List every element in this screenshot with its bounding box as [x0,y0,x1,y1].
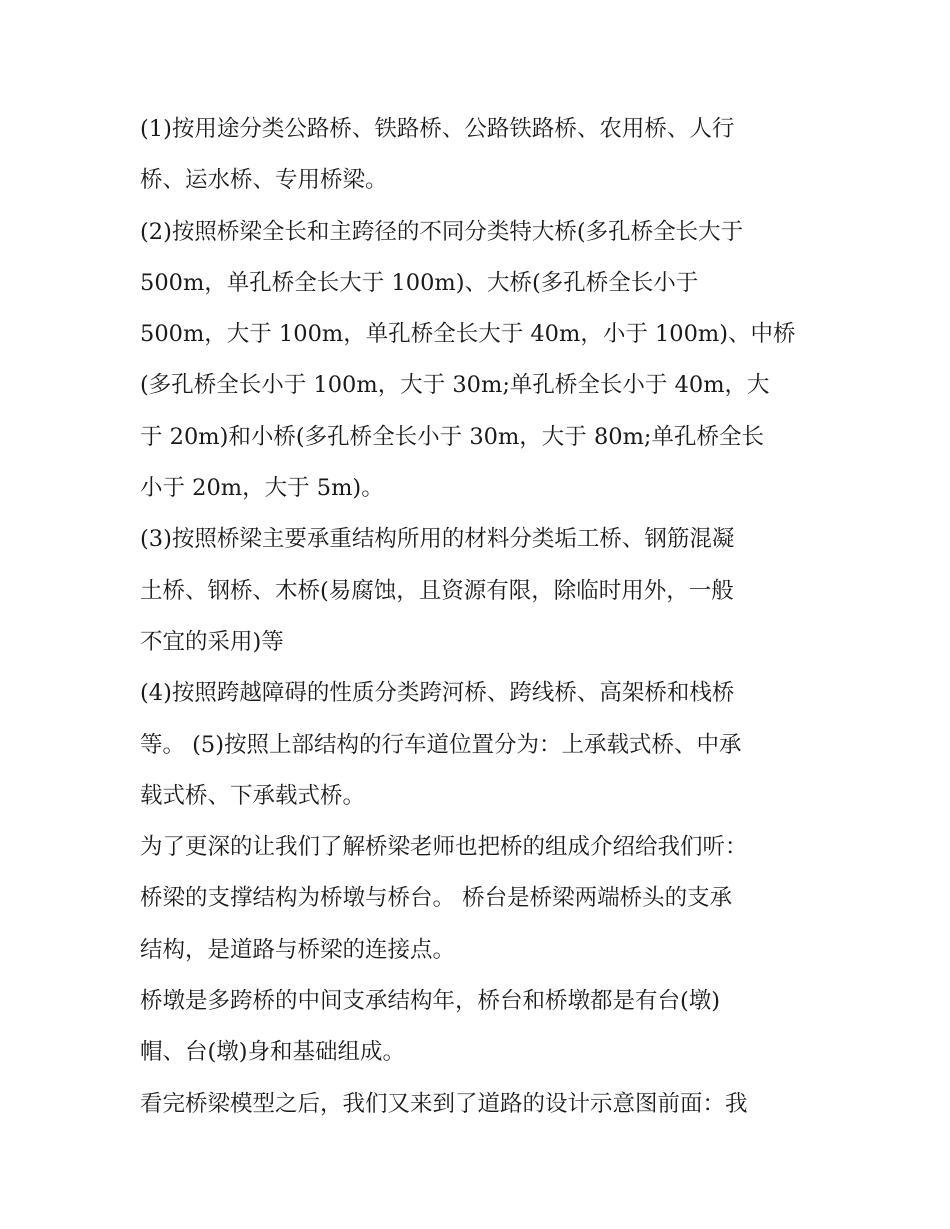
text-line: 土桥、钢桥、木桥(易腐蚀，且资源有限，除临时用外，一般 [140,577,734,604]
text-line: 帽、台(墩)身和基础组成。 [140,1039,406,1066]
text-line: (3)按照桥梁主要承重结构所用的材料分类垢工桥、钢筋混凝 [140,526,735,553]
text-line: 结构，是道路与桥梁的连接点。 [140,936,456,963]
text-line: 于 20m)和小桥(多孔桥全长小于 30m，大于 80m;单孔桥全长 [140,423,764,450]
text-line: 桥墩是多跨桥的中间支承结构年，桥台和桥墩都是有台(墩) [140,988,721,1015]
text-line: 为了更深的让我们了解桥梁老师也把桥的组成介绍给我们听： [140,834,748,861]
text-line: 500m，单孔桥全长大于 100m)、大桥(多孔桥全长小于 [140,269,699,296]
text-line: 桥、运水桥、专用桥梁。 [140,167,388,194]
text-line: 桥梁的支撑结构为桥墩与桥台。 桥台是桥梁两端桥头的支承 [140,885,733,912]
text-line: (1)按用途分类公路桥、铁路桥、公路铁路桥、农用桥、人行 [140,116,735,142]
text-line: 不宜的采用)等 [140,628,284,655]
text-line: (4)按照跨越障碍的性质分类跨河桥、跨线桥、高架桥和栈桥 [140,680,735,707]
text-line: 500m，大于 100m，单孔桥全长大于 40m，小于 100m)、中桥 [140,321,796,348]
text-line: 看完桥梁模型之后，我们又来到了道路的设计示意图前面：我 [140,1090,748,1117]
text-line: 等。 (5)按照上部结构的行车道位置分为：上承载式桥、中承 [140,731,742,758]
text-line: (2)按照桥梁全长和主跨径的不同分类特大桥(多孔桥全长大于 [140,218,744,245]
body-text [140,104,820,1130]
text-line: (多孔桥全长小于 100m，大于 30m;单孔桥全长小于 40m，大 [140,372,770,399]
text-line: 小于 20m，大于 5m)。 [140,475,384,502]
text-line: 载式桥、下承载式桥。 [140,782,366,809]
